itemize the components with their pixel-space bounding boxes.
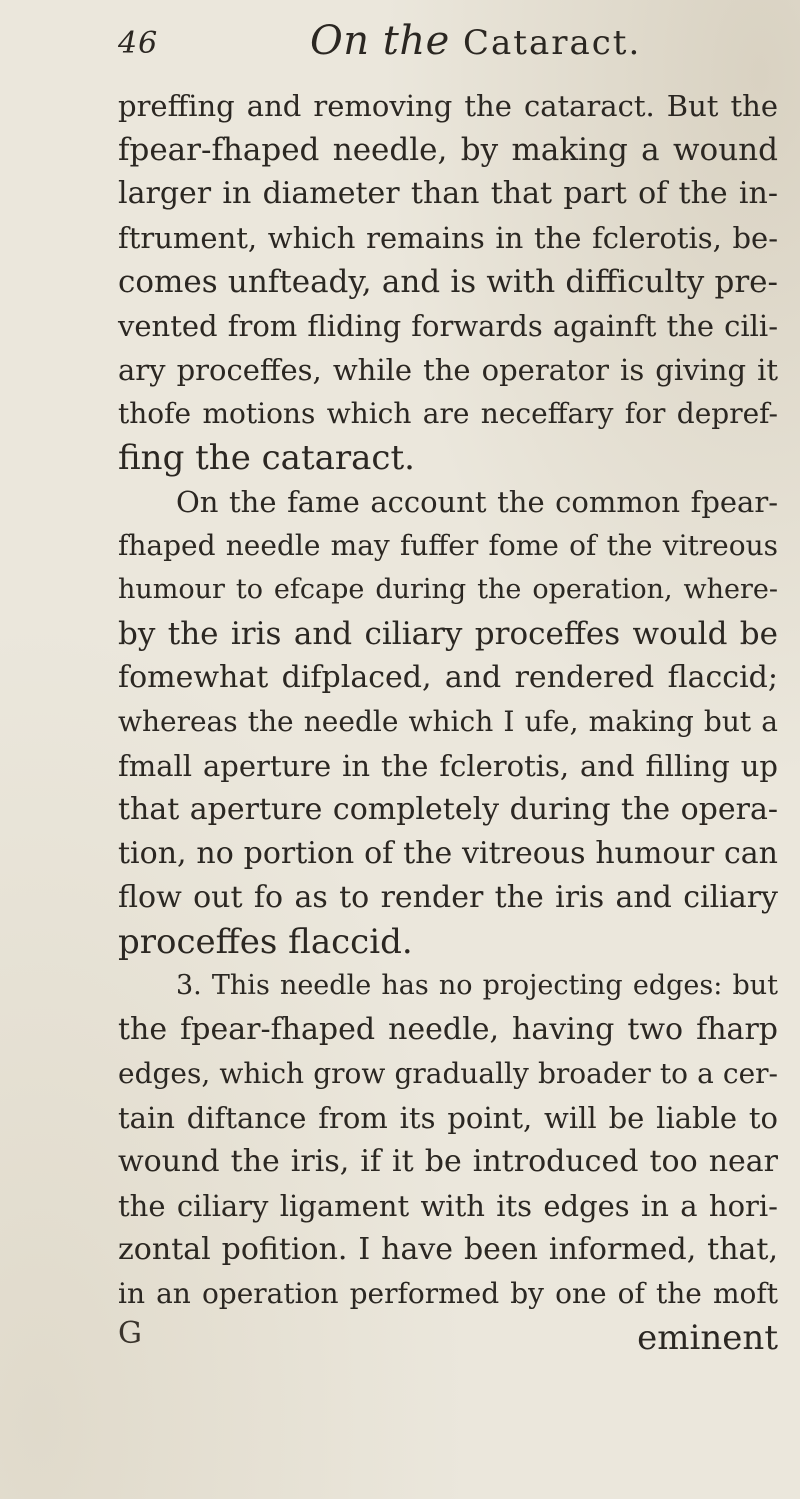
text-line: wound the iris, if it be introduced too near (118, 1144, 778, 1179)
page-number: 46 (118, 26, 159, 61)
running-title (310, 18, 641, 64)
paragraph-start-line: On the fame account the common fpear- (176, 485, 778, 519)
text-line: humour to efcape during the operation, where- (118, 574, 778, 605)
text-line: larger in diameter than that part of the in- (118, 176, 778, 211)
text-line: zontal pofition. I have been informed, that, (118, 1232, 778, 1267)
text-line: proceffes flaccid. (118, 922, 413, 962)
running-title-caps: Cataract. (463, 23, 642, 63)
running-head (118, 18, 778, 72)
text-line: vented from fliding forwards againft the cili- (118, 309, 778, 343)
text-line: tion, no portion of the vitreous humour can (118, 836, 778, 871)
text-line: ftrument, which remains in the fclerotis, be- (118, 221, 778, 255)
text-line: fpear-fhaped needle, by making a wound (118, 132, 778, 168)
text-line: fing the cataract. (118, 438, 415, 478)
text-line: by the iris and ciliary proceffes would be (118, 616, 778, 652)
text-line: tain diftance from its point, will be liable to (118, 1101, 778, 1135)
running-title-italic: On the (310, 18, 463, 64)
text-line: comes unfteady, and is with difficulty pre- (118, 264, 778, 300)
text-line: whereas the needle which I ufe, making but a (118, 705, 778, 738)
text-line: edges, which grow gradually broader to a cer- (118, 1057, 778, 1090)
text-line: in an operation performed by one of the moft (118, 1277, 778, 1310)
text-line: preffing and removing the cataract. But the (118, 89, 778, 123)
text-line: that aperture completely during the opera- (118, 792, 778, 827)
text-line: ary proceffes, while the operator is giving it (118, 353, 778, 387)
text-line: flow out fo as to render the iris and ciliary (118, 880, 778, 915)
text-line: fmall aperture in the fclerotis, and filling up (118, 749, 778, 783)
text-line: thofe motions which are neceffary for depref- (118, 397, 778, 430)
paragraph-start-line: 3. This needle has no projecting edges: but (176, 970, 778, 1001)
text-line: the ciliary ligament with its edges in a hori- (118, 1189, 778, 1223)
body-text (118, 84, 778, 1360)
text-line: fomewhat difplaced, and rendered flaccid; (118, 660, 778, 695)
text-line: fhaped needle may fuffer fome of the vitreous (118, 529, 778, 562)
catchword: eminent (637, 1318, 778, 1358)
text-line: the fpear-fhaped needle, having two fharp (118, 1012, 778, 1047)
signature-mark: G (118, 1316, 152, 1351)
